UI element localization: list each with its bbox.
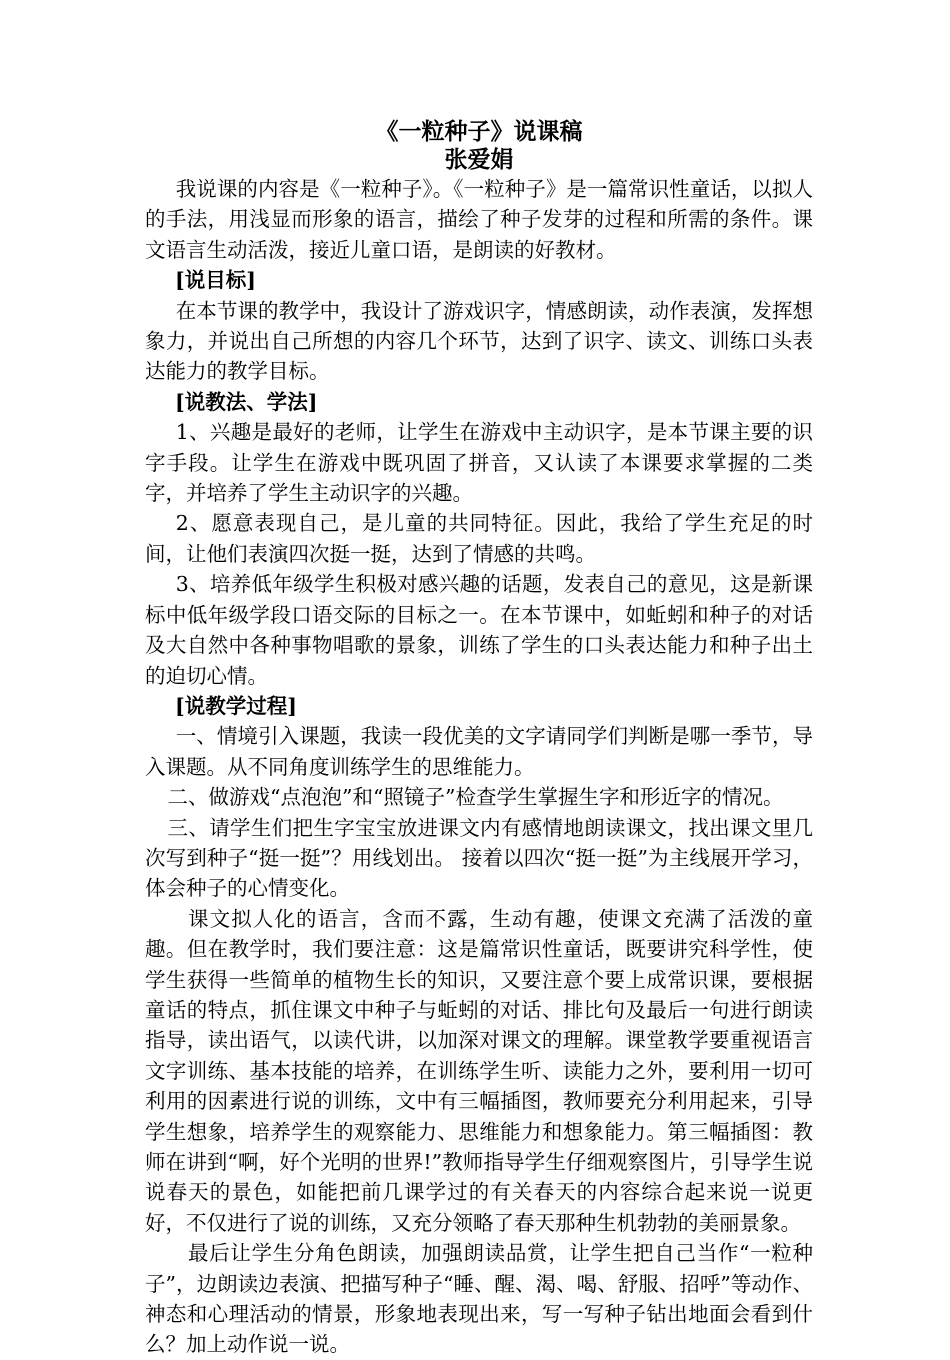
section-heading-goals: [说目标]	[175, 268, 256, 293]
process-paragraph-1: 一、情境引入课题，我读一段优美的文字请同学们判断是哪一季节，导入课题。从不同角度训练学生的思维能力。	[145, 724, 813, 779]
document-title: 《一粒种子》说课稿	[375, 118, 583, 145]
methods-paragraph-3: 3、培养低年级学生积极对感兴趣的话题，发表自己的意见，这是新课标中低年级学段口语交际的目标之一。在本节课中，如蚯蚓和种子的对话及大自然中各种事物唱歌的景象，训练了学生的口头表达能力和种子出土的迫切心情。	[145, 572, 813, 688]
methods-paragraph-2: 2、愿意表现自己，是儿童的共同特征。因此，我给了学生充足的时间，让他们表演四次挺一挺，达到了情感的共鸣。	[145, 511, 813, 566]
document-page	[145, 118, 813, 1360]
process-paragraph-5: 最后让学生分角色朗读，加强朗读品赏，让学生把自己当作“一粒种子”，边朗读边表演、把描写种子“睡、醒、渴、喝、舒服、招呼”等动作、神态和心理活动的情景，形象地表现出来，写一写种子钻出地面会看到什么？加上动作说一说。	[145, 1241, 813, 1357]
process-paragraph-2: 二、做游戏“点泡泡”和“照镜子”检查学生掌握生字和形近字的情况。	[167, 785, 784, 810]
author-name: 张爱娟	[444, 146, 514, 173]
section-heading-methods: [说教法、学法]	[175, 389, 318, 414]
intro-paragraph: 我说课的内容是《一粒种子》。《一粒种子》是一篇常识性童话，以拟人的手法，用浅显而形象的语言，描绘了种子发芽的过程和所需的条件。课文语言生动活泼，接近儿童口语，是朗读的好教材。	[145, 177, 813, 262]
section-heading-process: [说教学过程]	[175, 693, 297, 718]
process-paragraph-3: 三、请学生们把生字宝宝放进课文内有感情地朗读课文，找出课文里几次写到种子“挺一挺”？用线划出。 接着以四次“挺一挺”为主线展开学习，体会种子的心情变化。	[145, 815, 813, 901]
methods-paragraph-1: 1、兴趣是最好的老师，让学生在游戏中主动识字，是本节课主要的识字手段。让学生在游戏中既巩固了拼音，又认读了本课要求掌握的二类字，并培养了学生主动识字的兴趣。	[145, 420, 813, 506]
goals-paragraph: 在本节课的教学中，我设计了游戏识字，情感朗读，动作表演，发挥想象力，并说出自己所想的内容几个环节，达到了识字、读文、训练口头表达能力的教学目标。	[145, 298, 813, 384]
process-paragraph-4: 课文拟人化的语言，含而不露，生动有趣，使课文充满了活泼的童趣。但在教学时，我们要注意：这是篇常识性童话，既要讲究科学性，使学生获得一些简单的植物生长的知识，又要注意个要上成常识课，要根据童话的特点，抓住课文中种子与蚯蚓的对话、排比句及最后一句进行朗读指导，读出语气，以读代讲，以加深对课文的理解。课堂教学要重视语言文字训练、基本技能的培养，在训练学生听、读能力之外，要利用一切可利用的因素进行说的训练，文中有三幅插图，教师要充分利用起来，引导学生想象，培养学生的观察能力、思维能力和想象能力。第三幅插图：教师在讲到“啊，好个光明的世界!”教师指导学生仔细观察图片，引导学生说说春天的景色，如能把前几课学过的有关春天的内容综合起来说一说更好，不仅进行了说的训练，又充分领略了春天那种生机勃勃的美丽景象。	[145, 906, 813, 1235]
